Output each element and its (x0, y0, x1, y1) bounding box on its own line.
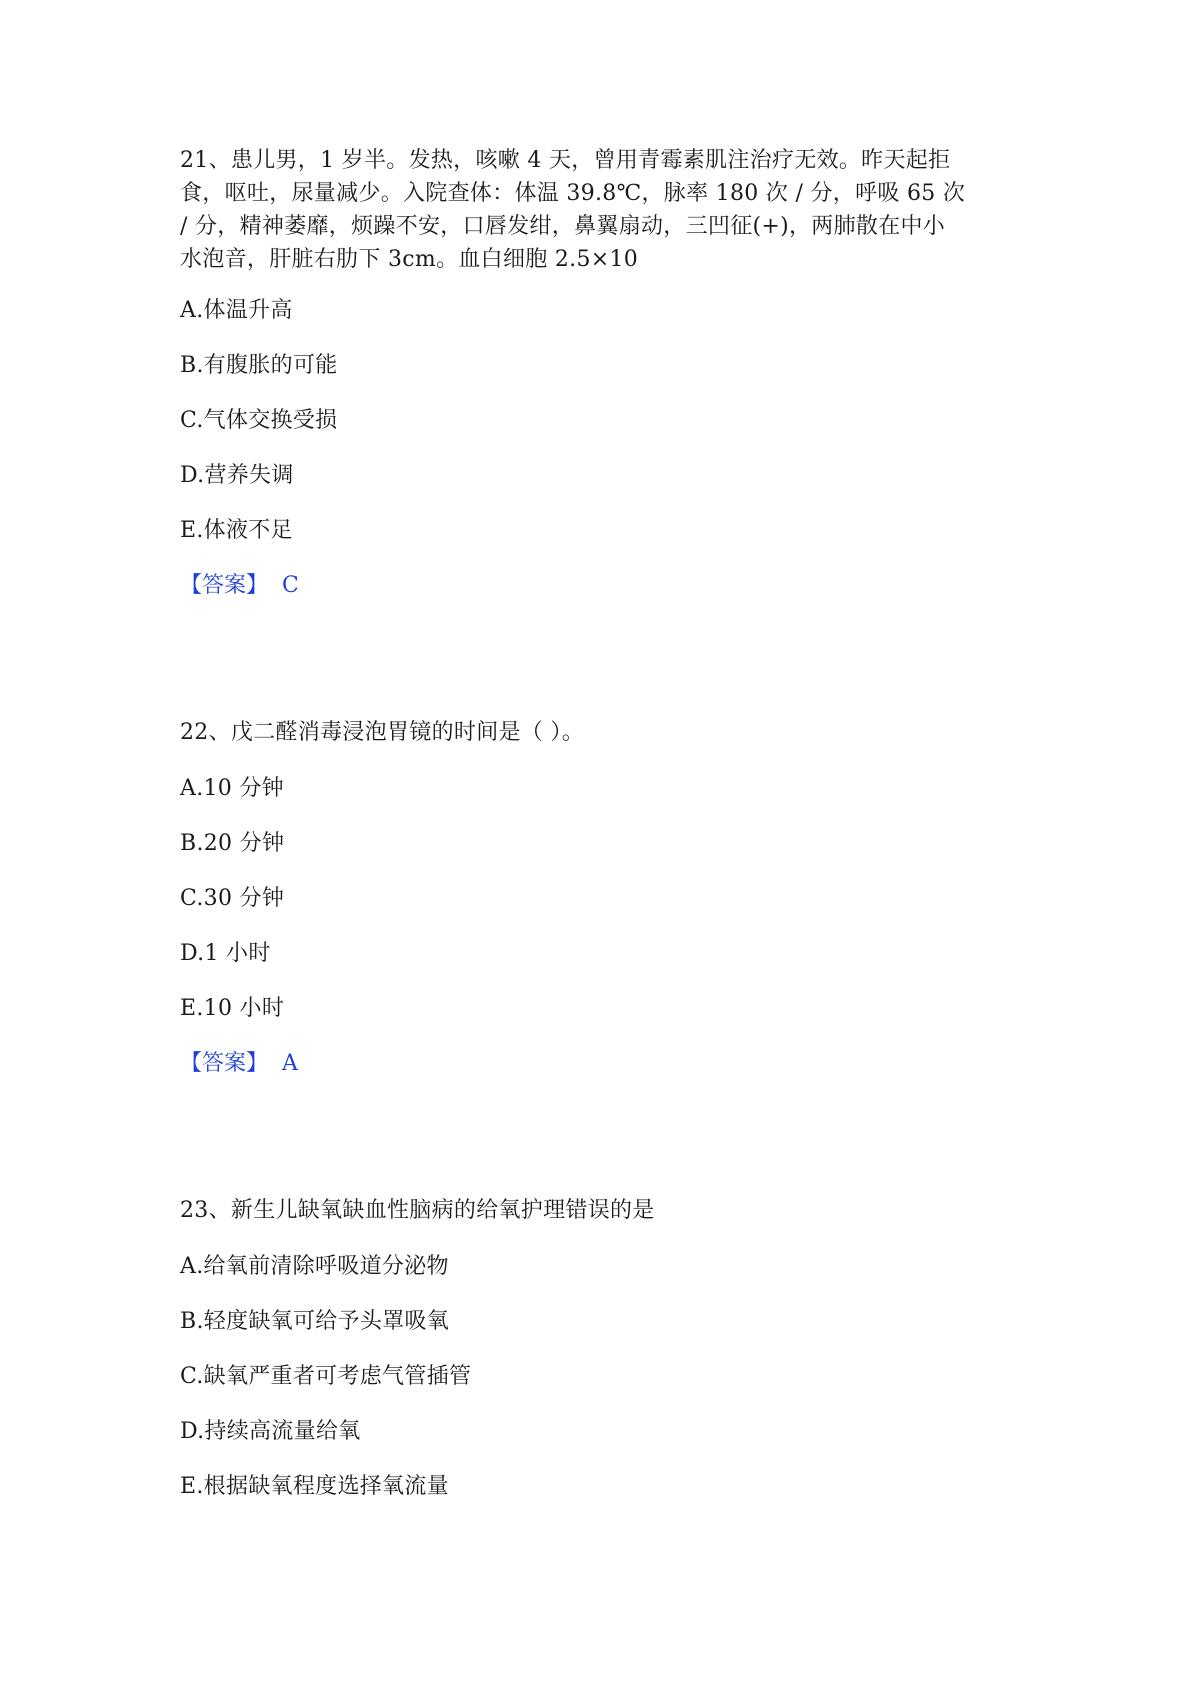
question-21-option-d: D.营养失调 (180, 463, 294, 488)
question-22-option-c: C.30 分钟 (180, 886, 285, 911)
question-22-option-b: B.20 分钟 (180, 831, 285, 856)
question-23-stem-line-1: 23、新生儿缺氧缺血性脑病的给氧护理错误的是 (180, 1198, 655, 1223)
question-22-option-a: A.10 分钟 (180, 776, 284, 801)
question-21-stem-line-3: / 分，精神萎靡，烦躁不安，口唇发绀，鼻翼扇动，三凹征(+)，两肺散在中小 (180, 214, 946, 239)
answer-label: 【答案】 (180, 1051, 269, 1076)
question-21-stem-line-2: 食，呕吐，尿量减少。入院查体：体温 39.8℃，脉率 180 次 / 分，呼吸 65 次 (180, 181, 966, 206)
question-23-option-d: D.持续高流量给氧 (180, 1419, 361, 1444)
question-23-option-a: A.给氧前清除呼吸道分泌物 (180, 1254, 449, 1279)
question-23-stem (180, 1194, 1020, 1227)
question-21-option-c: C.气体交换受损 (180, 408, 338, 433)
question-21-stem-line-1: 21、患儿男，1 岁半。发热，咳嗽 4 天，曾用青霉素肌注治疗无效。昨天起拒 (180, 148, 951, 173)
question-23-option-b: B.轻度缺氧可给予头罩吸氧 (180, 1309, 450, 1334)
question-22-answer (180, 1049, 298, 1079)
question-22-option-d: D.1 小时 (180, 941, 271, 966)
question-21-option-a: A.体温升高 (180, 298, 293, 323)
answer-value: A (282, 1051, 298, 1076)
question-21-answer (180, 571, 299, 601)
question-23-option-e: E.根据缺氧程度选择氧流量 (180, 1474, 449, 1499)
answer-label: 【答案】 (180, 573, 269, 598)
question-22-option-e: E.10 小时 (180, 996, 285, 1021)
question-23-option-c: C.缺氧严重者可考虑气管插管 (180, 1364, 472, 1389)
question-22-stem (180, 716, 1020, 749)
question-21-stem-line-4: 水泡音，肝脏右肋下 3cm。血白细胞 2.5×10 (180, 247, 639, 272)
question-22-stem-line-1: 22、戊二醛消毒浸泡胃镜的时间是（ ）。 (180, 720, 584, 745)
question-21-stem (180, 144, 1020, 276)
question-21-option-b: B.有腹胀的可能 (180, 353, 338, 378)
question-21-option-e: E.体液不足 (180, 518, 293, 543)
answer-value: C (282, 573, 299, 598)
